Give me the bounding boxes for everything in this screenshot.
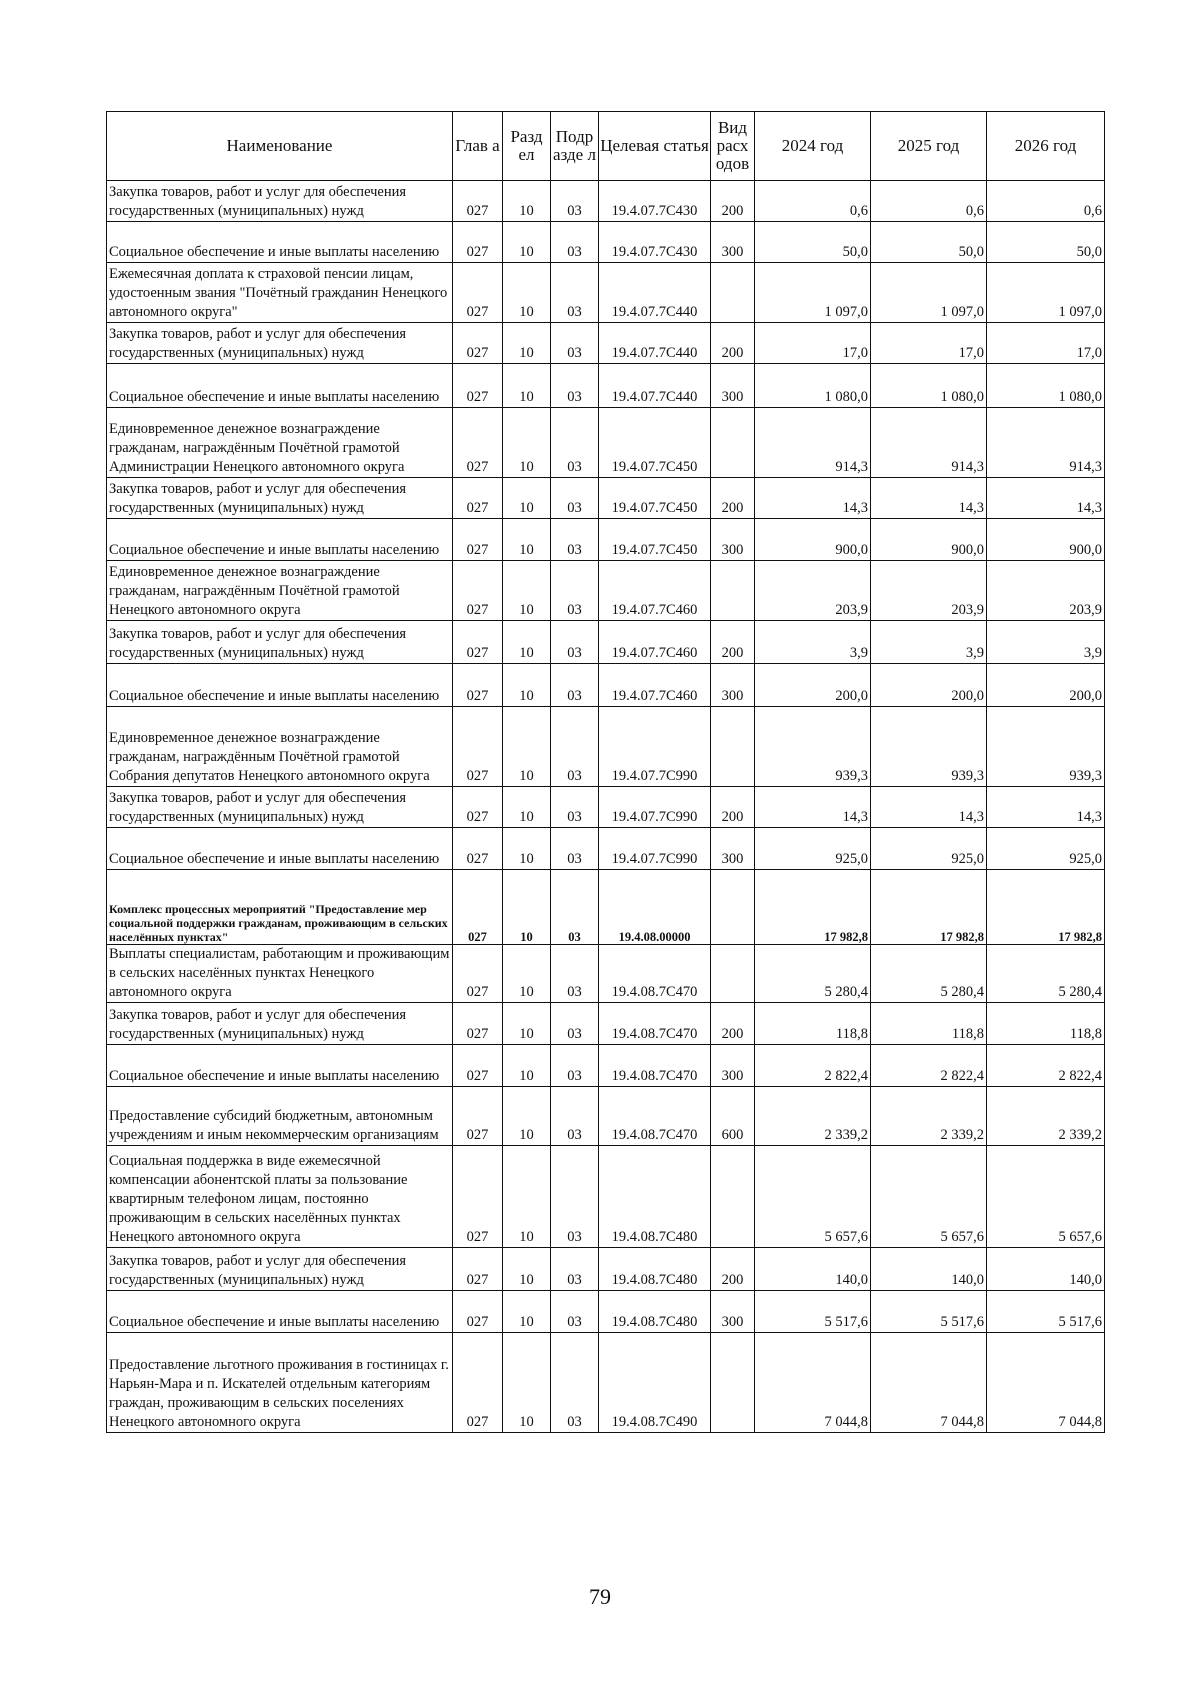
table-row — [107, 1045, 1105, 1087]
cell-name: Закупка товаров, работ и услуг для обеспечения государственных (муниципальных) нужд — [107, 1003, 453, 1045]
cell-name: Социальное обеспечение и иные выплаты населению — [107, 664, 453, 707]
cell-2026: 5 280,4 — [987, 945, 1105, 1003]
cell-tselevaya-statya: 19.4.07.7С430 — [599, 181, 711, 222]
cell-glava: 027 — [453, 364, 503, 408]
cell-name: Закупка товаров, работ и услуг для обеспечения государственных (муниципальных) нужд — [107, 621, 453, 664]
cell-tselevaya-statya: 19.4.07.7С990 — [599, 828, 711, 870]
cell-2025: 17 982,8 — [871, 870, 987, 945]
cell-vid-rashodov: 200 — [711, 1003, 755, 1045]
header-glava: Глав а — [453, 112, 503, 181]
cell-vid-rashodov: 300 — [711, 1291, 755, 1333]
cell-2025: 2 822,4 — [871, 1045, 987, 1087]
cell-glava: 027 — [453, 945, 503, 1003]
cell-tselevaya-statya: 19.4.07.7С460 — [599, 621, 711, 664]
cell-2026: 2 822,4 — [987, 1045, 1105, 1087]
cell-vid-rashodov: 300 — [711, 222, 755, 263]
header-podrazdel: Подр азде л — [551, 112, 599, 181]
cell-glava: 027 — [453, 561, 503, 621]
cell-razdel: 10 — [503, 707, 551, 787]
cell-razdel: 10 — [503, 323, 551, 364]
cell-podrazdel: 03 — [551, 707, 599, 787]
cell-tselevaya-statya: 19.4.07.7С430 — [599, 222, 711, 263]
cell-2024: 7 044,8 — [755, 1333, 871, 1433]
cell-2025: 1 080,0 — [871, 364, 987, 408]
table-row — [107, 945, 1105, 1003]
table-row — [107, 1003, 1105, 1045]
cell-tselevaya-statya: 19.4.07.7С450 — [599, 519, 711, 561]
header-tselevaya-statya: Целевая статья — [599, 112, 711, 181]
cell-razdel: 10 — [503, 1248, 551, 1291]
cell-razdel: 10 — [503, 222, 551, 263]
cell-2024: 1 080,0 — [755, 364, 871, 408]
cell-vid-rashodov — [711, 945, 755, 1003]
cell-podrazdel: 03 — [551, 945, 599, 1003]
table-row — [107, 1291, 1105, 1333]
cell-podrazdel: 03 — [551, 323, 599, 364]
cell-2026: 200,0 — [987, 664, 1105, 707]
cell-tselevaya-statya: 19.4.07.7С990 — [599, 787, 711, 828]
header-2025: 2025 год — [871, 112, 987, 181]
cell-razdel: 10 — [503, 1087, 551, 1146]
cell-tselevaya-statya: 19.4.07.7С460 — [599, 561, 711, 621]
table-row — [107, 1333, 1105, 1433]
cell-2025: 925,0 — [871, 828, 987, 870]
cell-2024: 5 657,6 — [755, 1146, 871, 1248]
table-row — [107, 664, 1105, 707]
cell-podrazdel: 03 — [551, 263, 599, 323]
cell-tselevaya-statya: 19.4.07.7С440 — [599, 364, 711, 408]
cell-podrazdel: 03 — [551, 1146, 599, 1248]
cell-vid-rashodov: 300 — [711, 1045, 755, 1087]
cell-vid-rashodov: 300 — [711, 519, 755, 561]
header-2024: 2024 год — [755, 112, 871, 181]
cell-2025: 0,6 — [871, 181, 987, 222]
cell-2024: 203,9 — [755, 561, 871, 621]
cell-2024: 1 097,0 — [755, 263, 871, 323]
cell-podrazdel: 03 — [551, 408, 599, 478]
cell-2025: 14,3 — [871, 478, 987, 519]
cell-2026: 5 517,6 — [987, 1291, 1105, 1333]
cell-2024: 914,3 — [755, 408, 871, 478]
cell-tselevaya-statya: 19.4.07.7С450 — [599, 408, 711, 478]
cell-glava: 027 — [453, 870, 503, 945]
cell-glava: 027 — [453, 323, 503, 364]
cell-podrazdel: 03 — [551, 621, 599, 664]
table-row — [107, 707, 1105, 787]
table-row — [107, 519, 1105, 561]
cell-vid-rashodov: 200 — [711, 323, 755, 364]
cell-2026: 17 982,8 — [987, 870, 1105, 945]
cell-2026: 1 080,0 — [987, 364, 1105, 408]
cell-2026: 50,0 — [987, 222, 1105, 263]
cell-2024: 3,9 — [755, 621, 871, 664]
page-number: 79 — [589, 1584, 611, 1609]
cell-podrazdel: 03 — [551, 478, 599, 519]
cell-name: Социальное обеспечение и иные выплаты населению — [107, 1045, 453, 1087]
cell-2025: 3,9 — [871, 621, 987, 664]
cell-2025: 5 280,4 — [871, 945, 987, 1003]
cell-name: Социальное обеспечение и иные выплаты населению — [107, 519, 453, 561]
cell-glava: 027 — [453, 181, 503, 222]
cell-podrazdel: 03 — [551, 1087, 599, 1146]
cell-2026: 925,0 — [987, 828, 1105, 870]
cell-name: Выплаты специалистам, работающим и проживающим в сельских населённых пунктах Ненецкого автономного округа — [107, 945, 453, 1003]
cell-glava: 027 — [453, 707, 503, 787]
cell-vid-rashodov: 200 — [711, 621, 755, 664]
cell-podrazdel: 03 — [551, 364, 599, 408]
cell-2024: 2 339,2 — [755, 1087, 871, 1146]
cell-tselevaya-statya: 19.4.07.7С990 — [599, 707, 711, 787]
cell-2025: 203,9 — [871, 561, 987, 621]
cell-razdel: 10 — [503, 621, 551, 664]
cell-2026: 17,0 — [987, 323, 1105, 364]
cell-2024: 5 280,4 — [755, 945, 871, 1003]
cell-vid-rashodov: 200 — [711, 181, 755, 222]
cell-glava: 027 — [453, 621, 503, 664]
header-row — [107, 112, 1105, 181]
cell-razdel: 10 — [503, 478, 551, 519]
cell-name: Предоставление льготного проживания в гостиницах г. Нарьян-Мара и п. Искателей отдельным категориям граждан, проживающим в сельских поселениях Ненецкого автономного округа — [107, 1333, 453, 1433]
cell-2024: 50,0 — [755, 222, 871, 263]
cell-vid-rashodov: 300 — [711, 828, 755, 870]
cell-glava: 027 — [453, 478, 503, 519]
cell-vid-rashodov — [711, 561, 755, 621]
cell-2024: 17,0 — [755, 323, 871, 364]
cell-glava: 027 — [453, 1003, 503, 1045]
header-2026: 2026 год — [987, 112, 1105, 181]
cell-2026: 14,3 — [987, 787, 1105, 828]
cell-tselevaya-statya: 19.4.08.00000 — [599, 870, 711, 945]
cell-name: Комплекс процессных мероприятий "Предоставление мер социальной поддержки гражданам, проживающим в сельских населённых пунктах" — [107, 870, 453, 945]
cell-tselevaya-statya: 19.4.08.7С480 — [599, 1248, 711, 1291]
cell-vid-rashodov: 200 — [711, 787, 755, 828]
cell-2025: 140,0 — [871, 1248, 987, 1291]
cell-vid-rashodov — [711, 263, 755, 323]
cell-name: Социальное обеспечение и иные выплаты населению — [107, 1291, 453, 1333]
cell-podrazdel: 03 — [551, 1291, 599, 1333]
cell-name: Единовременное денежное вознаграждение гражданам, награждённым Почётной грамотой Администрации Ненецкого автономного округа — [107, 408, 453, 478]
cell-2026: 140,0 — [987, 1248, 1105, 1291]
cell-glava: 027 — [453, 1045, 503, 1087]
cell-razdel: 10 — [503, 408, 551, 478]
cell-name: Закупка товаров, работ и услуг для обеспечения государственных (муниципальных) нужд — [107, 181, 453, 222]
table-row — [107, 561, 1105, 621]
cell-podrazdel: 03 — [551, 222, 599, 263]
cell-glava: 027 — [453, 263, 503, 323]
cell-2025: 939,3 — [871, 707, 987, 787]
cell-2026: 5 657,6 — [987, 1146, 1105, 1248]
cell-2024: 0,6 — [755, 181, 871, 222]
cell-razdel: 10 — [503, 519, 551, 561]
cell-2026: 3,9 — [987, 621, 1105, 664]
cell-tselevaya-statya: 19.4.08.7С480 — [599, 1146, 711, 1248]
cell-2025: 50,0 — [871, 222, 987, 263]
cell-vid-rashodov — [711, 707, 755, 787]
cell-2024: 14,3 — [755, 478, 871, 519]
cell-vid-rashodov — [711, 1146, 755, 1248]
cell-2026: 203,9 — [987, 561, 1105, 621]
cell-2025: 5 517,6 — [871, 1291, 987, 1333]
cell-tselevaya-statya: 19.4.08.7С480 — [599, 1291, 711, 1333]
cell-2026: 0,6 — [987, 181, 1105, 222]
cell-glava: 027 — [453, 1087, 503, 1146]
cell-2025: 7 044,8 — [871, 1333, 987, 1433]
cell-2025: 1 097,0 — [871, 263, 987, 323]
cell-glava: 027 — [453, 787, 503, 828]
cell-2025: 17,0 — [871, 323, 987, 364]
cell-razdel: 10 — [503, 828, 551, 870]
cell-tselevaya-statya: 19.4.08.7С470 — [599, 1003, 711, 1045]
cell-podrazdel: 03 — [551, 1248, 599, 1291]
cell-vid-rashodov: 300 — [711, 664, 755, 707]
cell-glava: 027 — [453, 1248, 503, 1291]
cell-2025: 2 339,2 — [871, 1087, 987, 1146]
cell-2025: 914,3 — [871, 408, 987, 478]
table-row — [107, 323, 1105, 364]
cell-podrazdel: 03 — [551, 1333, 599, 1433]
cell-razdel: 10 — [503, 1003, 551, 1045]
cell-2025: 5 657,6 — [871, 1146, 987, 1248]
cell-vid-rashodov: 300 — [711, 364, 755, 408]
cell-name: Закупка товаров, работ и услуг для обеспечения государственных (муниципальных) нужд — [107, 787, 453, 828]
cell-vid-rashodov: 200 — [711, 478, 755, 519]
cell-2025: 118,8 — [871, 1003, 987, 1045]
cell-glava: 027 — [453, 1291, 503, 1333]
cell-glava: 027 — [453, 222, 503, 263]
cell-tselevaya-statya: 19.4.08.7С470 — [599, 1087, 711, 1146]
table-row — [107, 870, 1105, 945]
cell-podrazdel: 03 — [551, 870, 599, 945]
cell-tselevaya-statya: 19.4.07.7С440 — [599, 263, 711, 323]
cell-name: Социальная поддержка в виде ежемесячной компенсации абонентской платы за пользование квартирным телефоном лицам, постоянно проживающим в сельских населённых пунктах Ненецкого автономного округа — [107, 1146, 453, 1248]
cell-2024: 118,8 — [755, 1003, 871, 1045]
cell-razdel: 10 — [503, 870, 551, 945]
header-razdel: Разд ел — [503, 112, 551, 181]
cell-2026: 7 044,8 — [987, 1333, 1105, 1433]
table-row — [107, 181, 1105, 222]
cell-tselevaya-statya: 19.4.08.7С470 — [599, 945, 711, 1003]
budget-table — [106, 111, 1105, 1433]
table-row — [107, 263, 1105, 323]
cell-vid-rashodov — [711, 870, 755, 945]
cell-podrazdel: 03 — [551, 519, 599, 561]
cell-glava: 027 — [453, 664, 503, 707]
cell-name: Единовременное денежное вознаграждение гражданам, награждённым Почётной грамотой Собрания депутатов Ненецкого автономного округа — [107, 707, 453, 787]
cell-2026: 914,3 — [987, 408, 1105, 478]
table-body — [107, 181, 1105, 1433]
cell-2024: 925,0 — [755, 828, 871, 870]
cell-podrazdel: 03 — [551, 181, 599, 222]
cell-glava: 027 — [453, 408, 503, 478]
table-row — [107, 828, 1105, 870]
cell-razdel: 10 — [503, 1333, 551, 1433]
cell-name: Закупка товаров, работ и услуг для обеспечения государственных (муниципальных) нужд — [107, 1248, 453, 1291]
cell-name: Социальное обеспечение и иные выплаты населению — [107, 828, 453, 870]
cell-vid-rashodov: 600 — [711, 1087, 755, 1146]
cell-2026: 118,8 — [987, 1003, 1105, 1045]
cell-vid-rashodov — [711, 408, 755, 478]
table-row — [107, 408, 1105, 478]
cell-2024: 200,0 — [755, 664, 871, 707]
cell-podrazdel: 03 — [551, 787, 599, 828]
cell-glava: 027 — [453, 1146, 503, 1248]
table-row — [107, 222, 1105, 263]
cell-name: Закупка товаров, работ и услуг для обеспечения государственных (муниципальных) нужд — [107, 478, 453, 519]
cell-2024: 939,3 — [755, 707, 871, 787]
cell-tselevaya-statya: 19.4.07.7С460 — [599, 664, 711, 707]
cell-2024: 14,3 — [755, 787, 871, 828]
table-row — [107, 1248, 1105, 1291]
cell-name: Предоставление субсидий бюджетным, автономным учреждениям и иным некоммерческим организациям — [107, 1087, 453, 1146]
cell-2024: 2 822,4 — [755, 1045, 871, 1087]
cell-razdel: 10 — [503, 1045, 551, 1087]
cell-razdel: 10 — [503, 945, 551, 1003]
cell-2024: 900,0 — [755, 519, 871, 561]
cell-podrazdel: 03 — [551, 664, 599, 707]
cell-razdel: 10 — [503, 263, 551, 323]
cell-2026: 2 339,2 — [987, 1087, 1105, 1146]
table-row — [107, 787, 1105, 828]
cell-2026: 14,3 — [987, 478, 1105, 519]
cell-2026: 1 097,0 — [987, 263, 1105, 323]
cell-razdel: 10 — [503, 364, 551, 408]
cell-name: Закупка товаров, работ и услуг для обеспечения государственных (муниципальных) нужд — [107, 323, 453, 364]
cell-2025: 900,0 — [871, 519, 987, 561]
table-row — [107, 1087, 1105, 1146]
cell-2026: 939,3 — [987, 707, 1105, 787]
cell-razdel: 10 — [503, 1146, 551, 1248]
cell-2024: 140,0 — [755, 1248, 871, 1291]
table-row — [107, 364, 1105, 408]
cell-2025: 14,3 — [871, 787, 987, 828]
cell-tselevaya-statya: 19.4.08.7С470 — [599, 1045, 711, 1087]
cell-podrazdel: 03 — [551, 1003, 599, 1045]
cell-glava: 027 — [453, 519, 503, 561]
cell-razdel: 10 — [503, 664, 551, 707]
header-name: Наименование — [107, 112, 453, 181]
cell-razdel: 10 — [503, 1291, 551, 1333]
cell-2024: 5 517,6 — [755, 1291, 871, 1333]
cell-tselevaya-statya: 19.4.08.7С490 — [599, 1333, 711, 1433]
table-row — [107, 621, 1105, 664]
cell-podrazdel: 03 — [551, 561, 599, 621]
cell-2025: 200,0 — [871, 664, 987, 707]
header-vid-rashodov: Вид расх одов — [711, 112, 755, 181]
cell-podrazdel: 03 — [551, 1045, 599, 1087]
cell-2026: 900,0 — [987, 519, 1105, 561]
table-row — [107, 1146, 1105, 1248]
cell-2024: 17 982,8 — [755, 870, 871, 945]
cell-name: Социальное обеспечение и иные выплаты населению — [107, 222, 453, 263]
cell-name: Ежемесячная доплата к страховой пенсии лицам, удостоенным звания "Почётный гражданин Ненецкого автономного округа" — [107, 263, 453, 323]
cell-tselevaya-statya: 19.4.07.7С440 — [599, 323, 711, 364]
cell-tselevaya-statya: 19.4.07.7С450 — [599, 478, 711, 519]
cell-glava: 027 — [453, 828, 503, 870]
cell-razdel: 10 — [503, 787, 551, 828]
cell-name: Социальное обеспечение и иные выплаты населению — [107, 364, 453, 408]
cell-vid-rashodov: 200 — [711, 1248, 755, 1291]
cell-name: Единовременное денежное вознаграждение гражданам, награждённым Почётной грамотой Ненецкого автономного округа — [107, 561, 453, 621]
cell-razdel: 10 — [503, 561, 551, 621]
cell-glava: 027 — [453, 1333, 503, 1433]
cell-razdel: 10 — [503, 181, 551, 222]
cell-vid-rashodov — [711, 1333, 755, 1433]
table-row — [107, 478, 1105, 519]
cell-podrazdel: 03 — [551, 828, 599, 870]
table-header — [107, 112, 1105, 181]
